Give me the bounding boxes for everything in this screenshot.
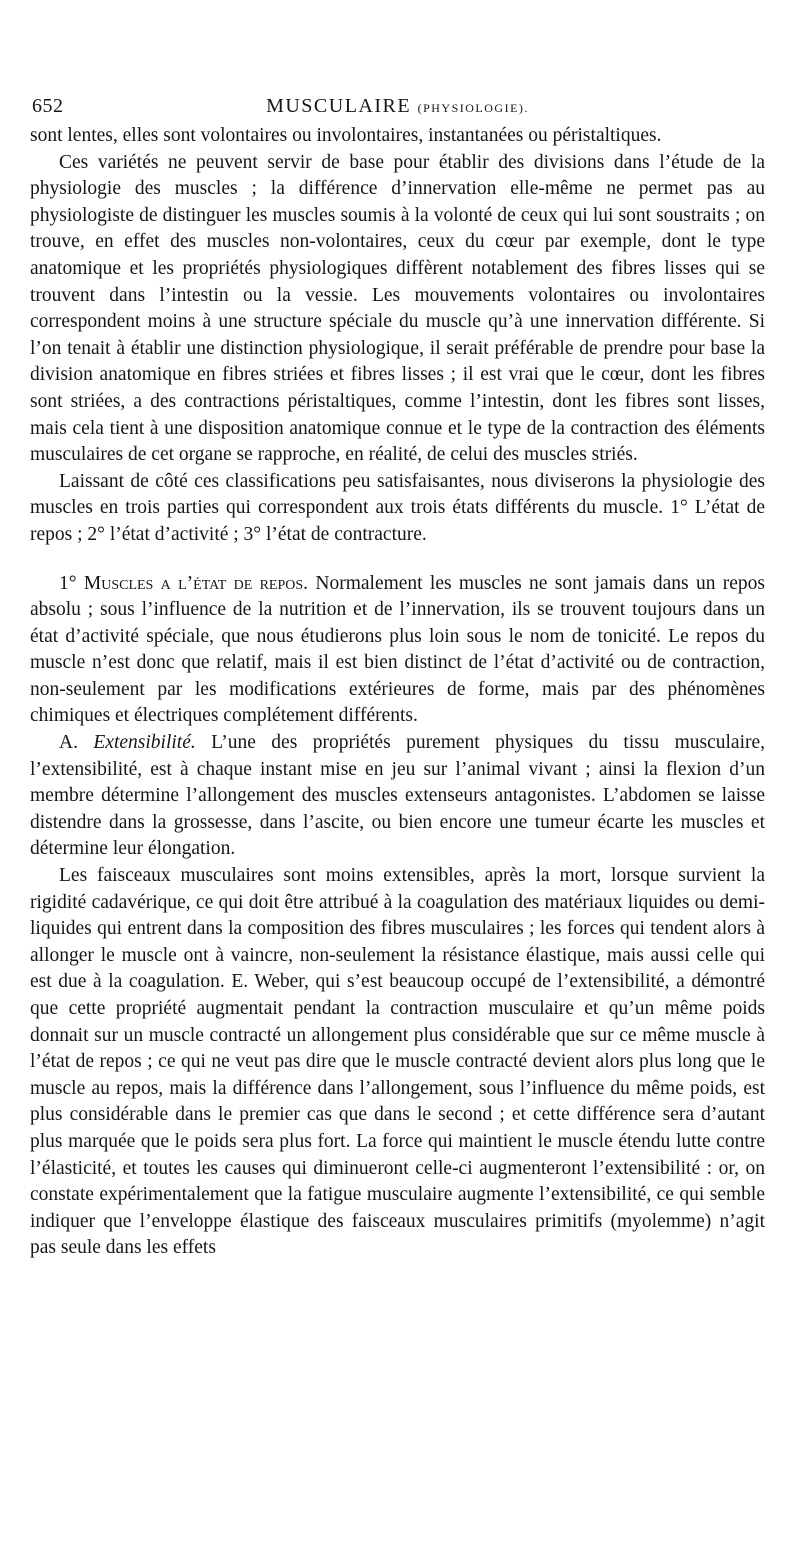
subsection-label: A. xyxy=(59,732,78,754)
section-heading: 1° Muscles a l’état de repos. xyxy=(59,572,309,594)
paragraph-weber: Les faisceaux musculaires sont moins extensibles, après la mort, lorsque survient la rigidité cadavérique, ce qui doit être attribué à la coagulation des matériaux liquides ou demi-liquides qui entrent dans la composition des fibres musculaires ; les forces qui tendent alors à allonger le muscle ont à vaincre, non-seulement la résistance élastique, mais aussi celle qui est due à la coagulation. E. Weber, qui s’est beaucoup occupé de l’extensibilité, a démontré que cette propriété augmentait pendant la contraction musculaire et qu’un même poids donnait sur un muscle contracté un allongement plus considérable que sur ce même muscle à l’état de repos ; ce qui ne veut pas dire que le muscle contracté devient alors plus long que le muscle au repos, mais la différence dans l’allongement, sous l’influence du même poids, est plus considérable dans le premier cas que dans le second ; et cette différence sera d’autant plus marquée que le poids sera plus fort. La force qui maintient le muscle étendu lutte contre l’élasticité, et toutes les causes qui diminueront celle-ci augmenteront l’extensibilité : or, on constate expérimentalement que la fatigue musculaire augmente l’extensibilité, ce qui semble indiquer que l’enveloppe élastique des faisceaux musculaires primitifs (myolemme) n’agit pas seule dans les effets xyxy=(30,865,765,1259)
body-text xyxy=(30,123,765,1262)
page-number: 652 xyxy=(32,95,64,117)
paragraph-classification: Ces variétés ne peuvent servir de base pour établir des divisions dans l’étude de la physiologie des muscles ; la différence d’innervation elle-même ne permet pas au physiologiste de distinguer les muscles soumis à la volonté de ceux qui lui sont soustraits ; on trouve, en effet des muscles non-volontaires, ceux du cœur par exemple, dont le type anatomique et les propriétés physiologiques diffèrent notablement des fibres lisses qui se trouvent dans l’intestin ou la vessie. Les mouvements volontaires ou involontaires correspondent moins à une structure spéciale du muscle qu’à une innervation différente. Si l’on tenait à établir une distinction physiologique, il serait préférable de prendre pour base la division anatomique en fibres striées et fibres lisses ; il est vrai que le cœur, dont les fibres sont striées, a des contractions péristaltiques, comme l’intestin, dont les fibres sont lisses, mais cela tient à une disposition anatomique connue et le type de la contraction des éléments musculaires de cet organe se rapproche, en réalité, de celui des muscles striés. xyxy=(30,151,765,466)
paragraph-division: Laissant de côté ces classifications peu satisfaisantes, nous diviserons la physiologie des muscles en trois parties qui correspondent aux trois états différents du muscle. 1° L’état de repos ; 2° l’état d’activité ; 3° l’état de contracture. xyxy=(30,470,765,545)
subsection-title: Extensibilité. xyxy=(93,732,196,754)
subsection-extensibility xyxy=(30,730,765,863)
subsection-text: L’une des propriétés purement physiques du tissu musculaire, l’extensibilité, est à chaque instant mise en jeu sur l’animal vivant ; ainsi la flexion d’un membre détermine l’allongement des muscles extenseurs antagonistes. L’abdomen se laisse distendre dans la grossesse, dans l’ascite, ou bien encore une tumeur écarte les muscles et détermine leur élongation. xyxy=(30,732,766,860)
running-head xyxy=(30,95,765,118)
section-rest-state xyxy=(30,571,765,731)
page-header xyxy=(30,95,765,123)
running-head-subtitle: (PHYSIOLOGIE). xyxy=(417,101,529,115)
book-page xyxy=(30,95,765,1262)
running-head-title: MUSCULAIRE xyxy=(266,95,412,117)
paragraph-continuation: sont lentes, elles sont volontaires ou involontaires, instantanées ou péristaltiques. xyxy=(30,125,662,146)
section-text: Normalement les muscles ne sont jamais dans un repos absolu ; sous l’influence de la nutrition et de l’innervation, ils se trouvent toujours dans un état d’activité spéciale, que nous étudierons plus loin sous le nom de tonicité. Le repos du muscle n’est donc que relatif, mais il est bien distinct de l’état d’activité ou de contraction, non-seulement par les modifications extérieures de forme, mais par des phénomènes chimiques et électriques complétement différents. xyxy=(30,572,766,727)
